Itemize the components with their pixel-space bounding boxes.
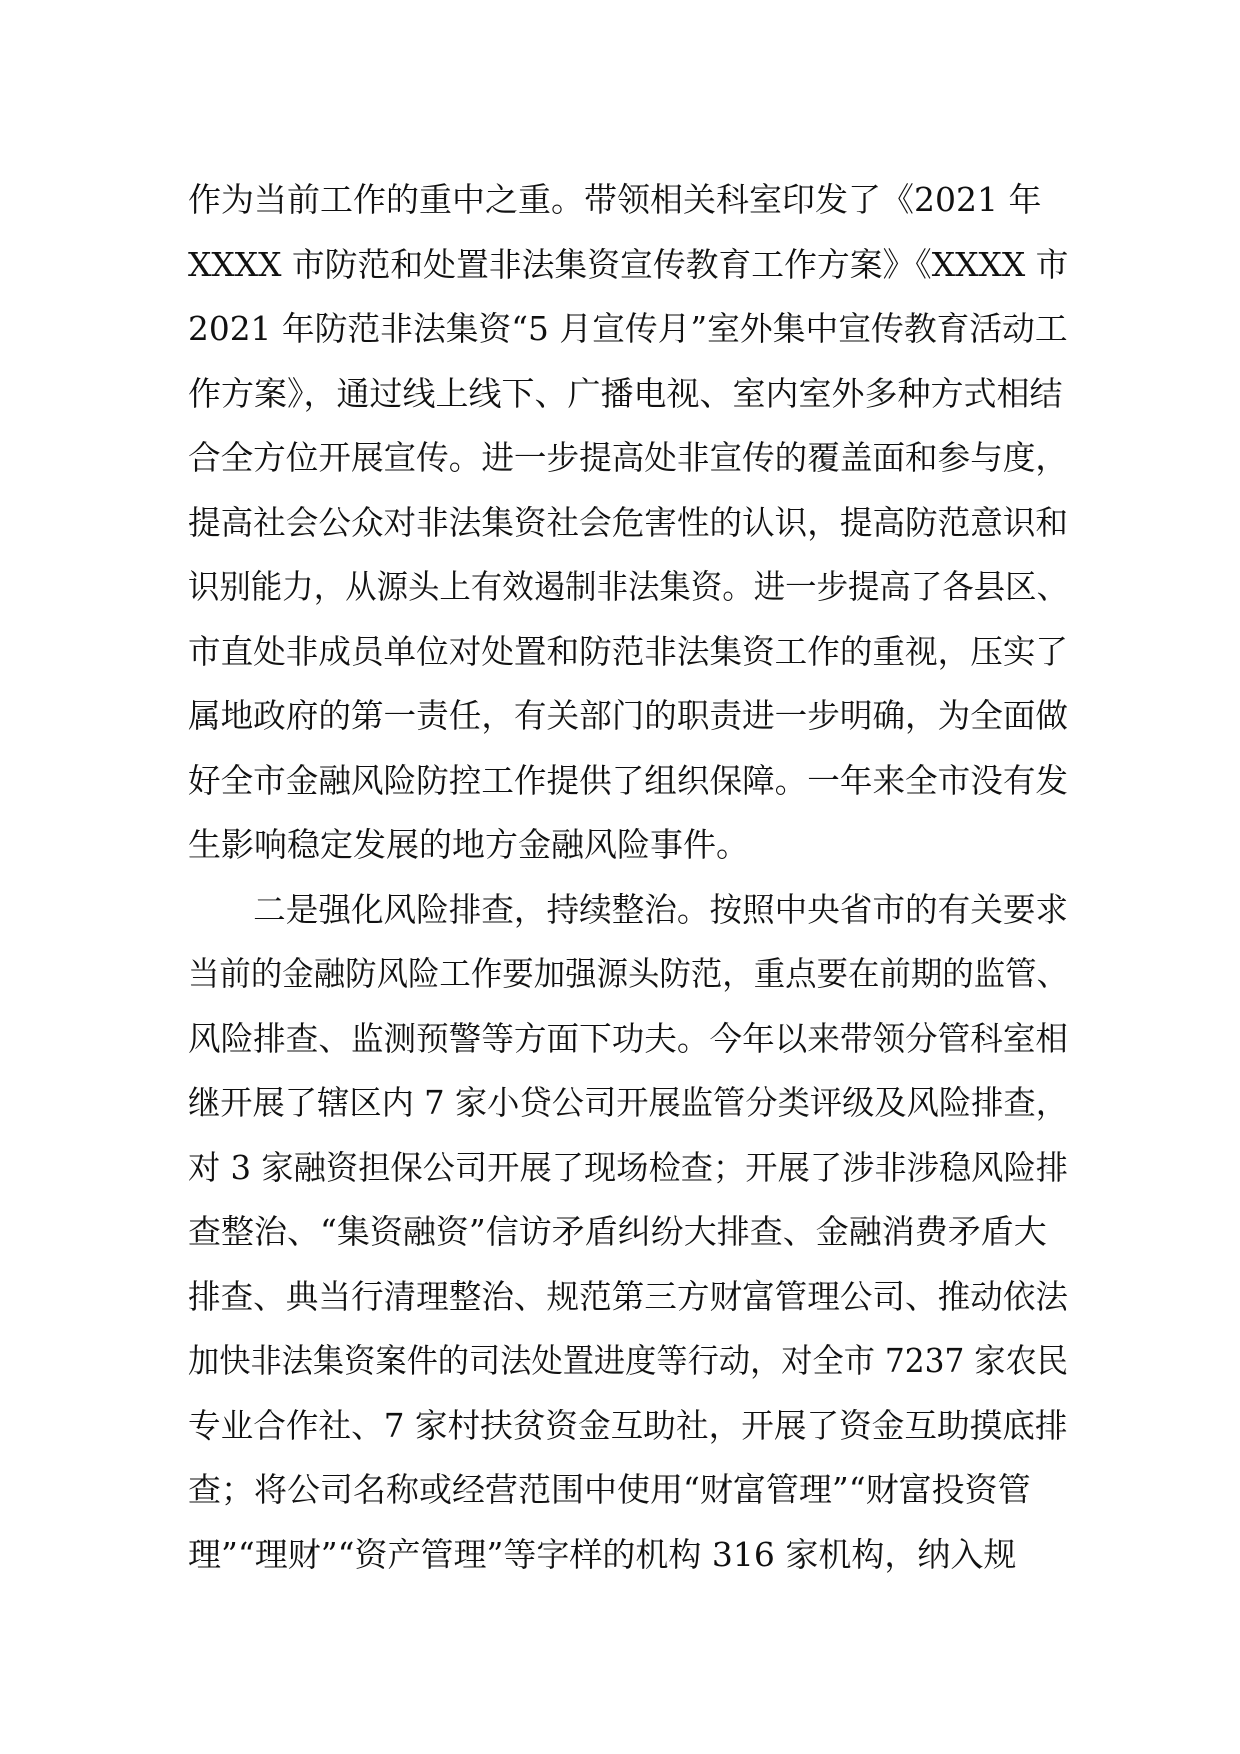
text-line-5: 合全方位开展宣传。进一步提高处非宣传的覆盖面和参与度， [188, 438, 1068, 477]
text-line-8: 市直处非成员单位对处置和防范非法集资工作的重视，压实了 [188, 631, 1068, 671]
text-line-12: 二是强化风险排查，持续整治。按照中央省市的有关要求 [188, 889, 1068, 929]
text-line-1: 作为当前工作的重中之重。带领相关科室印发了《2021 年 [188, 180, 1042, 219]
text-line-18: 排查、典当行清理整治、规范第三方财富管理公司、推动依法 [188, 1276, 1068, 1316]
text-line-13: 当前的金融防风险工作要加强源头防范，重点要在前期的监管、 [188, 954, 1068, 993]
text-line-16: 对 3 家融资担保公司开展了现场检查；开展了涉非涉稳风险排 [188, 1147, 1068, 1187]
text-line-4: 作方案》，通过线上线下、广播电视、室内室外多种方式相结 [188, 373, 1063, 413]
text-line-6: 提高社会公众对非法集资社会危害性的认识，提高防范意识和 [188, 502, 1068, 542]
text-line-7: 识别能力，从源头上有效遏制非法集资。进一步提高了各县区、 [188, 567, 1068, 606]
text-line-19: 加快非法集资案件的司法处置进度等行动，对全市 7237 家农民 [188, 1341, 1068, 1380]
text-line-21: 查；将公司名称或经营范围中使用“财富管理”“财富投资管 [188, 1470, 1031, 1509]
text-line-9: 属地政府的第一责任，有关部门的职责进一步明确，为全面做 [188, 696, 1068, 735]
text-line-11: 生影响稳定发展的地方金融风险事件。 [188, 825, 749, 864]
body-text [188, 168, 1068, 1587]
text-line-3: 2021 年防范非法集资“5 月宣传月”室外集中宣传教育活动工 [188, 309, 1068, 348]
text-line-20: 专业合作社、7 家村扶贫资金互助社，开展了资金互助摸底排 [188, 1405, 1068, 1445]
text-line-10: 好全市金融风险防控工作提供了组织保障。一年来全市没有发 [188, 760, 1068, 800]
text-line-17: 查整治、“集资融资”信访矛盾纠纷大排查、金融消费矛盾大 [188, 1212, 1047, 1251]
text-line-15: 继开展了辖区内 7 家小贷公司开展监管分类评级及风险排查， [188, 1083, 1068, 1122]
text-line-22: 理”“理财”“资产管理”等字样的机构 316 家机构，纳入规 [188, 1534, 1017, 1574]
text-line-14: 风险排查、监测预警等方面下功夫。今年以来带领分管科室相 [188, 1018, 1068, 1058]
text-line-2: XXXX 市防范和处置非法集资宣传教育工作方案》《XXXX 市 [188, 244, 1069, 284]
